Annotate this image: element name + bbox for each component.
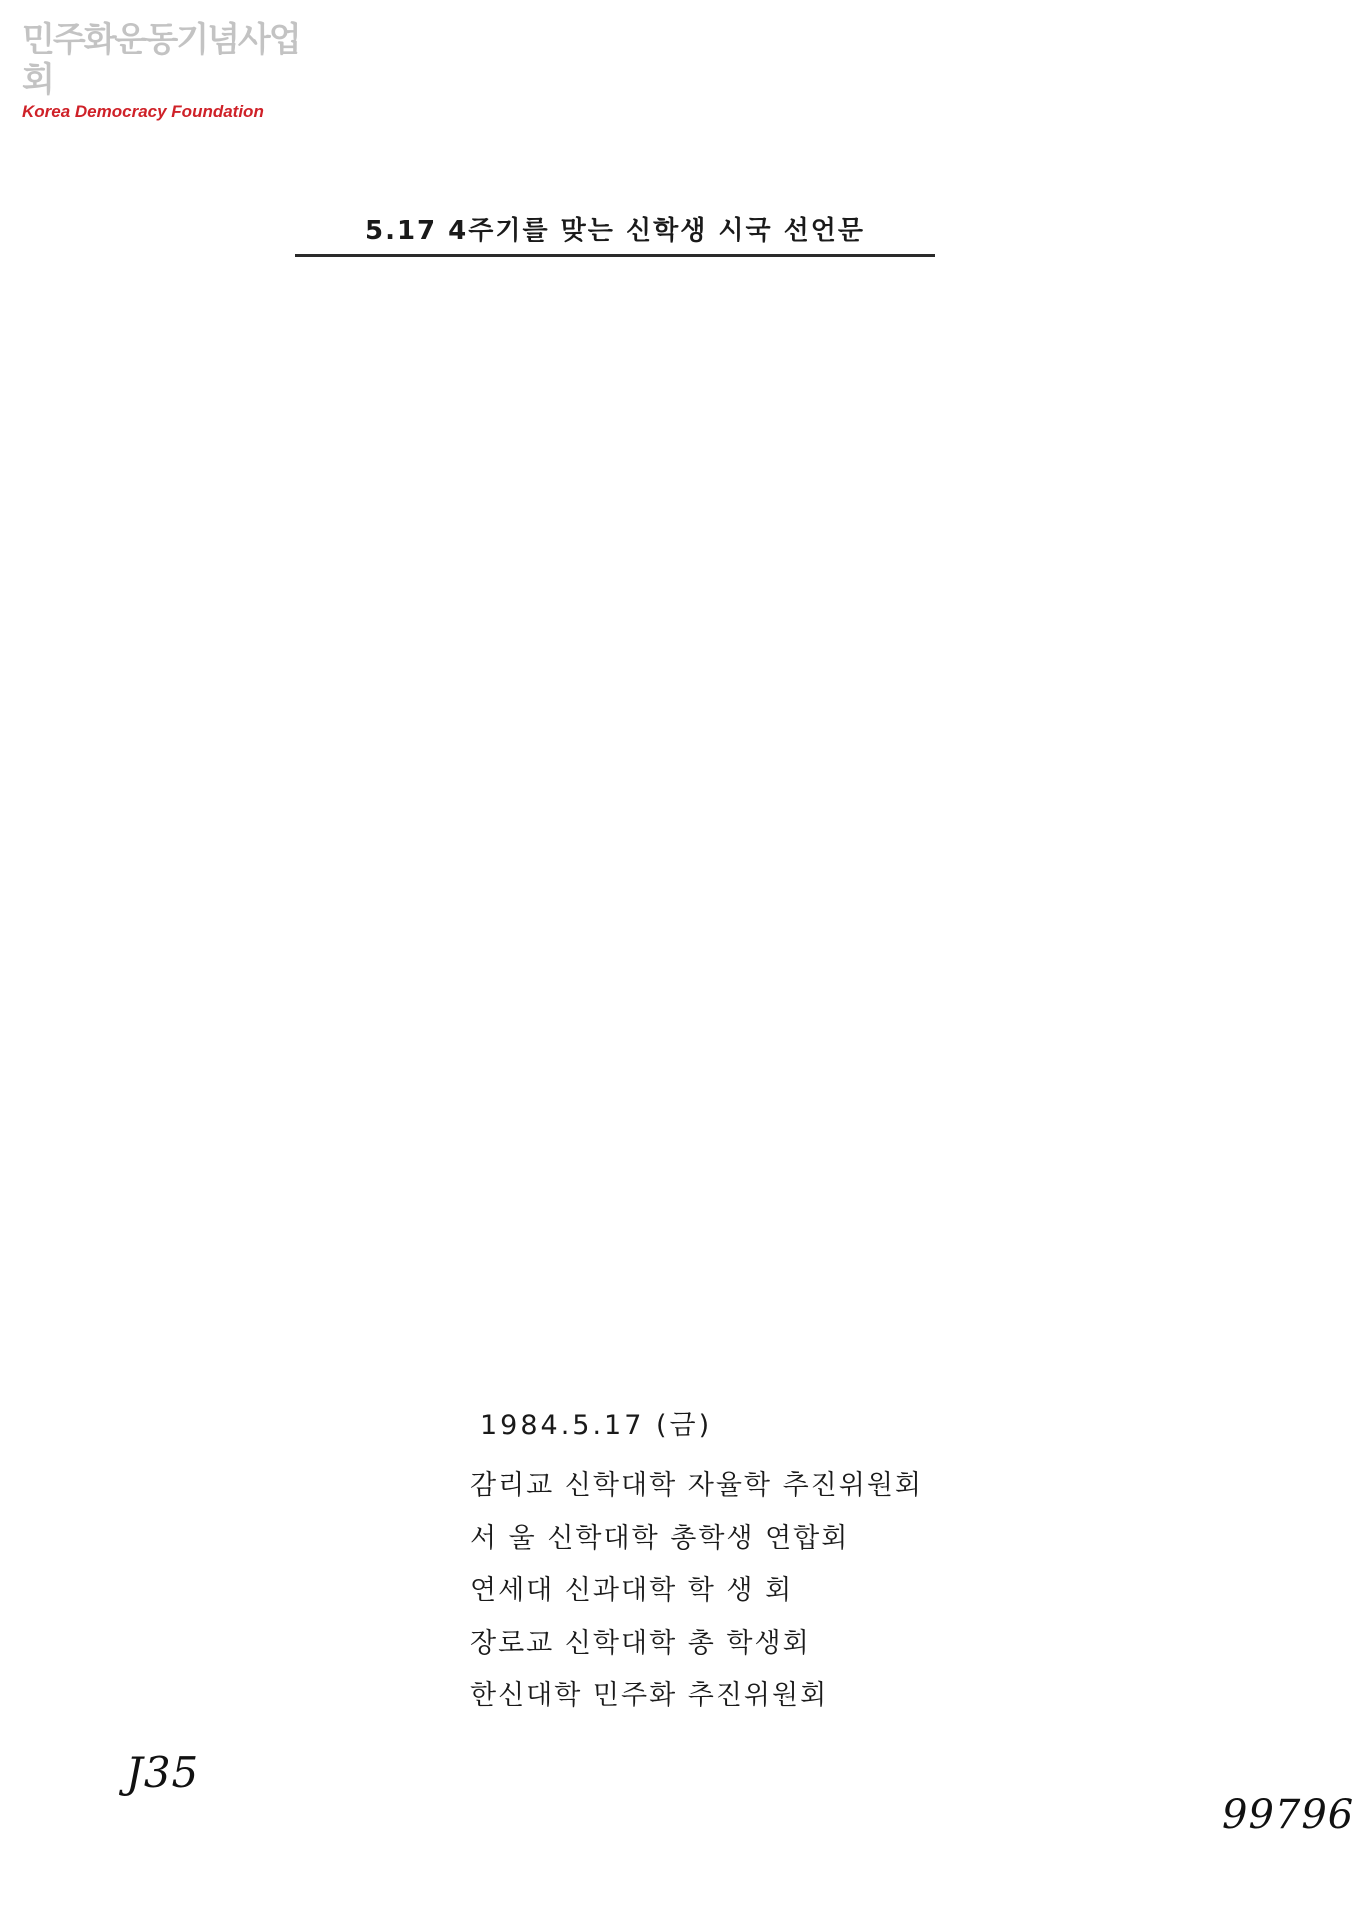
signers-list bbox=[470, 1460, 1070, 1723]
logo-english-text: Korea Democracy Foundation bbox=[22, 102, 264, 121]
handwritten-archive-number: 99796 bbox=[1222, 1792, 1355, 1838]
signer-item: 연세대 신과대학 학 생 회 bbox=[470, 1575, 794, 1606]
signer-item: 서 울 신학대학 총학생 연합회 bbox=[470, 1522, 850, 1554]
foundation-logo bbox=[22, 20, 322, 122]
logo-korean-text: 민주화운동기념사업회 bbox=[22, 20, 300, 100]
signer-item: 감리교 신학대학 자율학 추진위원회 bbox=[470, 1470, 923, 1501]
signer-item: 장로교 신학대학 총 학생회 bbox=[470, 1627, 811, 1659]
declaration-date: 1984.5.17 (금) bbox=[480, 1410, 713, 1441]
document-title: 5.17 4주기를 맞는 신학생 시국 선언문 bbox=[295, 212, 935, 257]
signer-item: 한신대학 민주화 추진위원회 bbox=[470, 1680, 829, 1711]
handwritten-page-mark: J35 bbox=[126, 1748, 200, 1797]
